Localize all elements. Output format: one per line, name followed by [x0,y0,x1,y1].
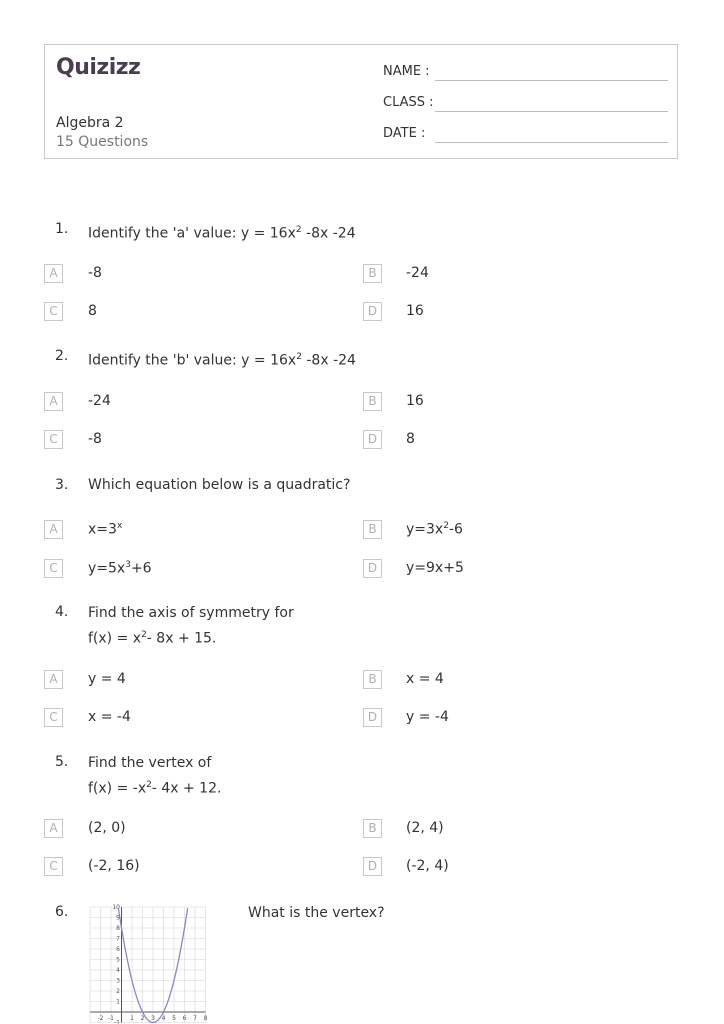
date-field[interactable] [383,126,425,141]
question-text: Find the vertex of $f(x) = -x^2-$ 4x + 12. [88,755,222,797]
option-a-box[interactable]: A [44,264,63,283]
option-a-text: -8 [88,265,102,281]
option-a-box[interactable]: A [44,520,63,539]
y-tick-label: 3 [116,977,120,985]
option-a-box[interactable]: A [44,392,63,411]
option-c-box[interactable]: C [44,559,63,578]
date-label: DATE : [383,126,426,141]
option-d-text: y=9x+5 [406,560,464,576]
subject-title: Algebra 2 [56,115,124,131]
y-tick-label: 9 [116,914,120,922]
option-b-text: $y=3x^2-6$ [406,521,463,538]
y-tick-label: 5 [116,956,120,964]
y-tick-label: 7 [116,935,120,943]
option-a-text: (2, 0) [88,820,126,836]
question-number: 4. [55,604,69,620]
quizizz-logo: Quizizz [56,55,141,80]
y-tick-label: 4 [116,967,120,974]
option-c-text: 8 [88,303,97,319]
option-d-text: 16 [406,303,424,319]
x-tick-label: 6 [182,1015,187,1022]
option-d-box[interactable]: D [363,708,382,727]
option-d-text: y = -4 [406,709,449,725]
question-text: Identify the 'a' value: $y = 16x^2$ -8x -24 [88,225,356,242]
question-number: 6. [55,904,69,920]
x-tick-label: 1 [130,1015,134,1022]
option-c-box[interactable]: C [44,430,63,449]
x-tick-label: 4 [161,1015,166,1022]
option-d-box[interactable]: D [363,559,382,578]
question-number: 5. [55,754,69,770]
x-tick-label: 7 [193,1015,197,1022]
option-c-box[interactable]: C [44,857,63,876]
question-text: Find the axis of symmetry for $f(x) = x^2-$ 8x + 15. [88,605,294,647]
option-b-text: -24 [406,265,429,281]
option-b-box[interactable]: B [363,819,382,838]
parabola-graph [88,903,233,1024]
y-tick-label: 8 [116,925,120,932]
name-line [435,80,668,81]
x-tick-label: -1 [108,1015,114,1022]
question-count: 15 Questions [56,134,149,150]
option-b-box[interactable]: B [363,670,382,689]
y-tick-label: 6 [116,946,120,953]
option-b-text: x = 4 [406,671,444,687]
option-d-box[interactable]: D [363,302,382,321]
option-b-box[interactable]: B [363,520,382,539]
option-c-text: (-2, 16) [88,858,140,874]
option-c-text: x = -4 [88,709,131,725]
option-b-text: 16 [406,393,424,409]
question-number: 2. [55,348,69,364]
option-b-box[interactable]: B [363,264,382,283]
option-b-text: (2, 4) [406,820,444,836]
option-a-box[interactable]: A [44,819,63,838]
x-tick-label: 3 [151,1015,155,1022]
y-tick-label: -1 [114,1019,120,1024]
class-label: CLASS : [383,95,434,110]
name-label: NAME : [383,64,430,79]
option-c-box[interactable]: C [44,708,63,727]
option-d-text: (-2, 4) [406,858,449,874]
option-d-box[interactable]: D [363,857,382,876]
x-tick-label: 8 [203,1015,208,1022]
option-a-box[interactable]: A [44,670,63,689]
option-b-box[interactable]: B [363,392,382,411]
option-a-text: $x=3^x$ [88,521,123,538]
name-field[interactable] [383,64,430,79]
x-tick-label: 5 [172,1015,176,1022]
question-text: Which equation below is a quadratic? [88,477,351,493]
question-text: Identify the 'b' value: $y = 16x^2$ -8x -24 [88,352,356,369]
worksheet-header [44,44,678,159]
option-d-text: 8 [406,431,415,447]
x-tick-label: -2 [97,1015,104,1022]
question-text: What is the vertex? [248,905,385,921]
class-field[interactable] [383,95,434,110]
y-tick-label: 10 [112,904,120,911]
option-a-text: -24 [88,393,111,409]
option-a-text: y = 4 [88,671,126,687]
question-number: 3. [55,477,69,493]
class-line [435,111,668,112]
question-number: 1. [55,221,69,237]
option-d-box[interactable]: D [363,430,382,449]
y-tick-label: 2 [116,988,120,995]
option-c-text: -8 [88,431,102,447]
date-line [435,142,668,143]
x-tick-label: 2 [140,1015,145,1022]
option-c-text: $y=5x^3+6$ [88,560,152,577]
option-c-box[interactable]: C [44,302,63,321]
y-tick-label: 1 [116,998,120,1006]
